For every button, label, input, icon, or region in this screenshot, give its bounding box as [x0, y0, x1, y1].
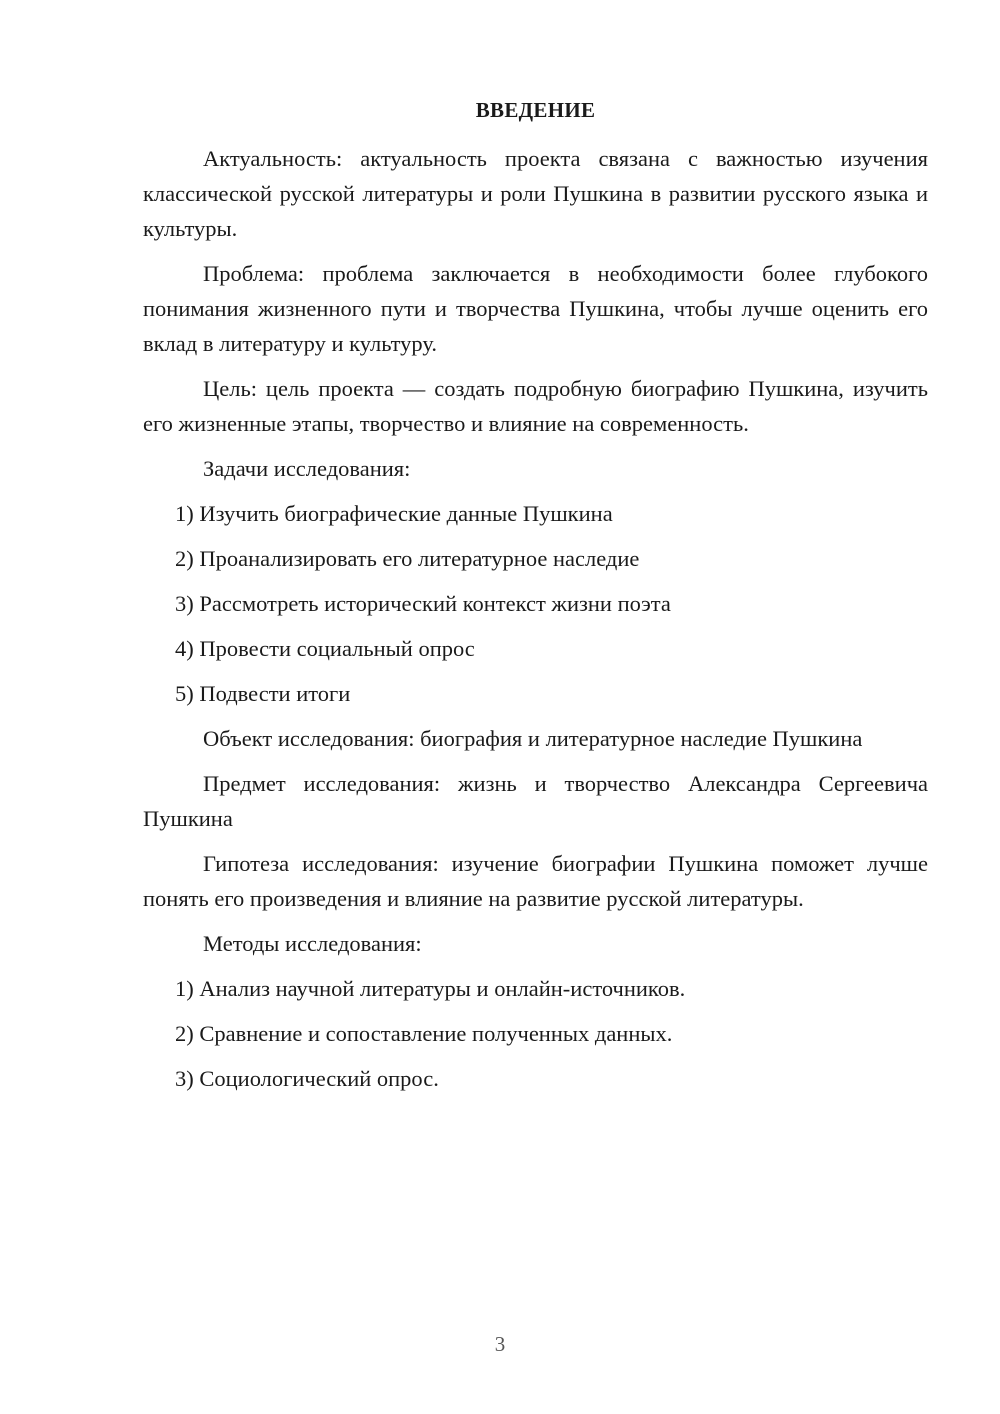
method-item: 2) Сравнение и сопоставление полученных данных. [175, 1021, 673, 1046]
tasks-label: Задачи исследования: [203, 456, 411, 481]
task-item: 1) Изучить биографические данные Пушкина [175, 501, 613, 526]
task-item: 2) Проанализировать его литературное наследие [175, 546, 640, 571]
goal-paragraph: Цель: цель проекта — создать подробную биографию Пушкина, изучить его жизненные этапы, творчество и влияние на современность. [143, 376, 928, 436]
document-title: ВВЕДЕНИЕ [475, 98, 596, 122]
subject-paragraph: Предмет исследования: жизнь и творчество Александра Сергеевича Пушкина [143, 771, 928, 831]
relevance-paragraph: Актуальность: актуальность проекта связана с важностью изучения классической русской литературы и роли Пушкина в развитии русского языка и культуры. [143, 146, 928, 241]
hypothesis-paragraph: Гипотеза исследования: изучение биографии Пушкина поможет лучше понять его произведения и влияние на развитие русской литературы. [143, 851, 928, 911]
page-number: 3 [494, 1332, 506, 1356]
methods-label: Методы исследования: [203, 931, 422, 956]
object-paragraph: Объект исследования: биография и литературное наследие Пушкина [203, 726, 863, 751]
problem-paragraph: Проблема: проблема заключается в необходимости более глубокого понимания жизненного пути и творчества Пушкина, чтобы лучше оценить его вклад в литературу и культуру. [143, 261, 928, 356]
task-item: 5) Подвести итоги [175, 681, 351, 706]
method-item: 1) Анализ научной литературы и онлайн-источников. [175, 976, 686, 1001]
page-content [143, 93, 928, 1106]
method-item: 3) Социологический опрос. [175, 1066, 439, 1091]
task-item: 4) Провести социальный опрос [175, 636, 475, 661]
task-item: 3) Рассмотреть исторический контекст жизни поэта [175, 591, 671, 616]
